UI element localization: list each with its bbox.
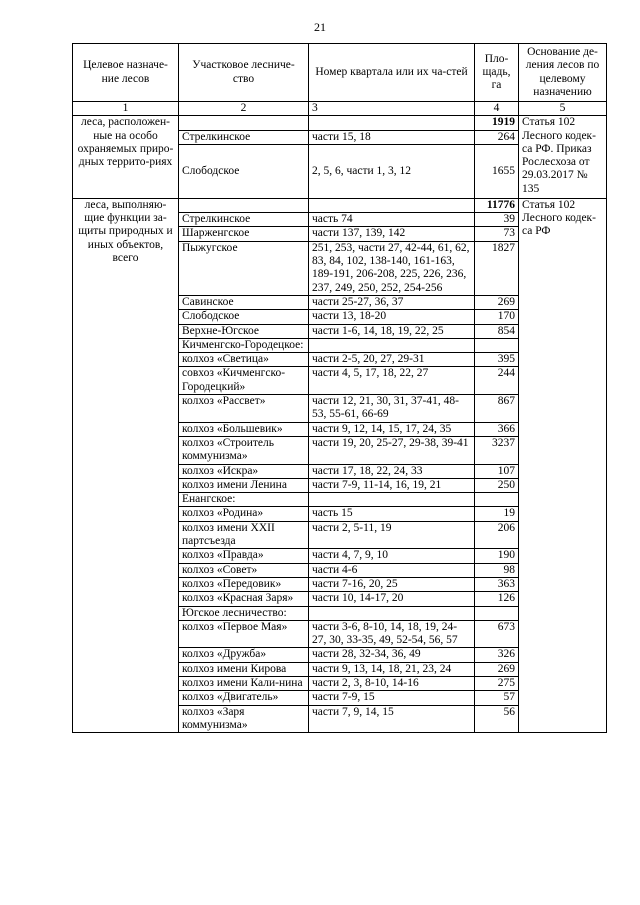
forestry-cell: Стрелкинское (179, 130, 309, 144)
quarters-cell: части 10, 14-17, 20 (309, 592, 475, 606)
quarters-cell: части 7-9, 15 (309, 691, 475, 705)
forestry-cell: колхоз имени Кали-нина (179, 676, 309, 690)
quarters-cell: части 4, 7, 9, 10 (309, 549, 475, 563)
area-cell (475, 606, 519, 620)
quarters-cell: части 2, 5-11, 19 (309, 521, 475, 549)
section-total-area: 11776 (475, 198, 519, 212)
section-purpose: леса, расположен-ные на особо охраняемых приро-дных террито-риях (73, 116, 179, 199)
section-total-area: 1919 (475, 116, 519, 130)
quarters-cell: части 17, 18, 22, 24, 33 (309, 464, 475, 478)
quarters-cell: части 3-6, 8-10, 14, 18, 19, 24-27, 30, 33-35, 49, 52-54, 56, 57 (309, 620, 475, 648)
forestry-cell: колхоз «Строитель коммунизма» (179, 436, 309, 464)
column-number-row (73, 102, 607, 116)
forestry-cell (179, 198, 309, 212)
forestry-cell: колхоз «Родина» (179, 507, 309, 521)
section-total-row (73, 198, 607, 212)
col-number: 2 (179, 102, 309, 116)
quarters-cell: часть 15 (309, 507, 475, 521)
quarters-cell (309, 493, 475, 507)
forestry-cell: Пыжугское (179, 241, 309, 295)
area-cell: 3237 (475, 436, 519, 464)
forestry-cell: колхоз «Заря коммунизма» (179, 705, 309, 733)
quarters-cell: части 15, 18 (309, 130, 475, 144)
quarters-cell: части 2, 3, 8-10, 14-16 (309, 676, 475, 690)
quarters-cell: части 2-5, 20, 27, 29-31 (309, 353, 475, 367)
col-number: 5 (519, 102, 607, 116)
quarters-cell: 2, 5, 6, части 1, 3, 12 (309, 144, 475, 198)
forestry-cell: колхоз имени Кирова (179, 662, 309, 676)
area-cell (475, 338, 519, 352)
forestry-cell: Шарженгское (179, 227, 309, 241)
col-number: 3 (309, 102, 475, 116)
forestry-cell: Кичменгско-Городецкое: (179, 338, 309, 352)
forestry-cell: Слободское (179, 144, 309, 198)
forestry-cell: колхоз «Светица» (179, 353, 309, 367)
area-cell: 1827 (475, 241, 519, 295)
area-cell: 57 (475, 691, 519, 705)
forestry-cell: Енангское: (179, 493, 309, 507)
quarters-cell: части 9, 13, 14, 18, 21, 23, 24 (309, 662, 475, 676)
quarters-cell: части 7, 9, 14, 15 (309, 705, 475, 733)
quarters-cell: части 137, 139, 142 (309, 227, 475, 241)
header-purpose: Целевое назначе-ние лесов (73, 44, 179, 102)
quarters-cell: части 9, 12, 14, 15, 17, 24, 35 (309, 422, 475, 436)
header-basis: Основание де-ления лесов по целевому назначению (519, 44, 607, 102)
area-cell: 190 (475, 549, 519, 563)
forestry-cell: колхоз имени Ленина (179, 478, 309, 492)
forestry-cell: колхоз «Искра» (179, 464, 309, 478)
forestry-cell: Верхне-Югское (179, 324, 309, 338)
forestry-cell: колхоз имени XXII партсъезда (179, 521, 309, 549)
quarters-cell: части 25-27, 36, 37 (309, 295, 475, 309)
forestry-cell: колхоз «Совет» (179, 563, 309, 577)
quarters-cell: части 28, 32-34, 36, 49 (309, 648, 475, 662)
area-cell: 326 (475, 648, 519, 662)
area-cell: 854 (475, 324, 519, 338)
quarters-cell (309, 116, 475, 130)
section-total-row (73, 116, 607, 130)
forestry-cell: Стрелкинское (179, 213, 309, 227)
quarters-cell: части 7-16, 20, 25 (309, 577, 475, 591)
forestry-cell: Слободское (179, 310, 309, 324)
forestry-cell: колхоз «Красная Заря» (179, 592, 309, 606)
col-number: 4 (475, 102, 519, 116)
quarters-cell: части 7-9, 11-14, 16, 19, 21 (309, 478, 475, 492)
area-cell: 56 (475, 705, 519, 733)
forestry-cell: колхоз «Большевик» (179, 422, 309, 436)
area-cell: 19 (475, 507, 519, 521)
area-cell: 107 (475, 464, 519, 478)
area-cell: 395 (475, 353, 519, 367)
area-cell: 867 (475, 395, 519, 423)
header-area: Пло-щадь, га (475, 44, 519, 102)
quarters-cell (309, 606, 475, 620)
forestry-cell: колхоз «Двигатель» (179, 691, 309, 705)
page-number: 21 (314, 20, 326, 34)
quarters-cell: части 12, 21, 30, 31, 37-41, 48-53, 55-61, 66-69 (309, 395, 475, 423)
forestry-cell (179, 116, 309, 130)
quarters-cell: части 4-6 (309, 563, 475, 577)
quarters-cell: части 4, 5, 17, 18, 22, 27 (309, 367, 475, 395)
area-cell: 206 (475, 521, 519, 549)
forestry-cell: колхоз «Правда» (179, 549, 309, 563)
area-cell: 250 (475, 478, 519, 492)
forestry-cell: колхоз «Передовик» (179, 577, 309, 591)
quarters-cell: части 13, 18-20 (309, 310, 475, 324)
quarters-cell: часть 74 (309, 213, 475, 227)
forest-purpose-table (72, 43, 607, 733)
quarters-cell (309, 338, 475, 352)
area-cell: 269 (475, 662, 519, 676)
forestry-cell: колхоз «Рассвет» (179, 395, 309, 423)
forestry-cell: Савинское (179, 295, 309, 309)
quarters-cell: части 19, 20, 25-27, 29-38, 39-41 (309, 436, 475, 464)
area-cell: 73 (475, 227, 519, 241)
area-cell: 39 (475, 213, 519, 227)
area-cell: 275 (475, 676, 519, 690)
area-cell: 363 (475, 577, 519, 591)
area-cell: 1655 (475, 144, 519, 198)
area-cell: 673 (475, 620, 519, 648)
quarters-cell (309, 198, 475, 212)
area-cell: 264 (475, 130, 519, 144)
header-forestry: Участковое лесниче-ство (179, 44, 309, 102)
forestry-cell: колхоз «Дружба» (179, 648, 309, 662)
forestry-cell: Югское лесничество: (179, 606, 309, 620)
area-cell (475, 493, 519, 507)
section-purpose: леса, выполняю-щие функции за-щиты природных и иных объектов, всего (73, 198, 179, 732)
area-cell: 98 (475, 563, 519, 577)
area-cell: 244 (475, 367, 519, 395)
forestry-cell: колхоз «Первое Мая» (179, 620, 309, 648)
forestry-cell: совхоз «Кичменгско-Городецкий» (179, 367, 309, 395)
quarters-cell: части 1-6, 14, 18, 19, 22, 25 (309, 324, 475, 338)
area-cell: 366 (475, 422, 519, 436)
area-cell: 170 (475, 310, 519, 324)
area-cell: 126 (475, 592, 519, 606)
quarters-cell: 251, 253, части 27, 42-44, 61, 62, 83, 84, 102, 138-140, 161-163, 189-191, 206-208, 225, 226, 236, 237, 249, 250, 252, 254-256 (309, 241, 475, 295)
col-number: 1 (73, 102, 179, 116)
section-basis: Статья 102 Лесного кодек-са РФ (519, 198, 607, 732)
section-basis: Статья 102 Лесного кодек-са РФ. Приказ Рослесхоза от 29.03.2017 № 135 (519, 116, 607, 199)
area-cell: 269 (475, 295, 519, 309)
header-quarters: Номер квартала или их ча-стей (309, 44, 475, 102)
